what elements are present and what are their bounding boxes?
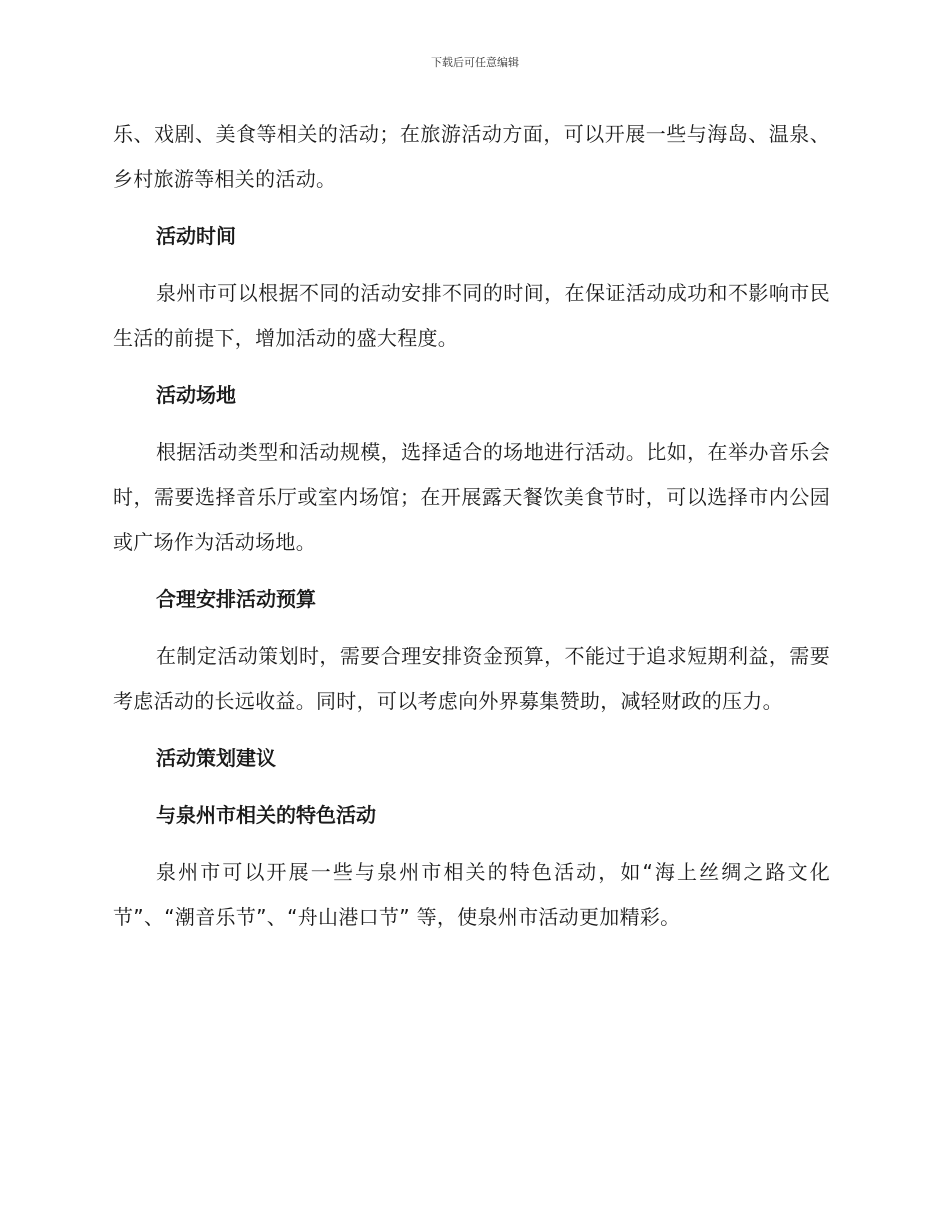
heading-activity-time: 活动时间 <box>156 224 236 248</box>
heading-featured-activities: 与泉州市相关的特色活动 <box>156 803 376 827</box>
paragraph-activity-venue: 根据活动类型和活动规模，选择适合的场地进行活动。比如，在举办音乐会时，需要选择音乐厅或室内场馆；在开展露天餐饮美食节时，可以选择市内公园或广场作为活动场地。 <box>113 440 830 554</box>
paragraph-travel-activities: 乐、戏剧、美食等相关的活动；在旅游活动方面，可以开展一些与海岛、温泉、乡村旅游等相关的活动。 <box>113 122 830 191</box>
paragraph-budget: 在制定活动策划时，需要合理安排资金预算，不能过于追求短期利益，需要考虑活动的长远收益。同时，可以考虑向外界募集赞助，减轻财政的压力。 <box>113 644 830 713</box>
heading-budget: 合理安排活动预算 <box>156 587 316 611</box>
document-body <box>113 112 830 940</box>
heading-activity-venue: 活动场地 <box>156 383 236 407</box>
paragraph-activity-time: 泉州市可以根据不同的活动安排不同的时间，在保证活动成功和不影响市民生活的前提下，增加活动的盛大程度。 <box>113 281 830 350</box>
heading-planning-suggestions: 活动策划建议 <box>156 746 276 770</box>
paragraph-featured-activities: 泉州市可以开展一些与泉州市相关的特色活动，如“海上丝绸之路文化节”、“潮音乐节”、“舟山港口节” 等，使泉州市活动更加精彩。 <box>113 860 830 929</box>
page-header: 下载后可任意编辑 <box>431 56 519 69</box>
